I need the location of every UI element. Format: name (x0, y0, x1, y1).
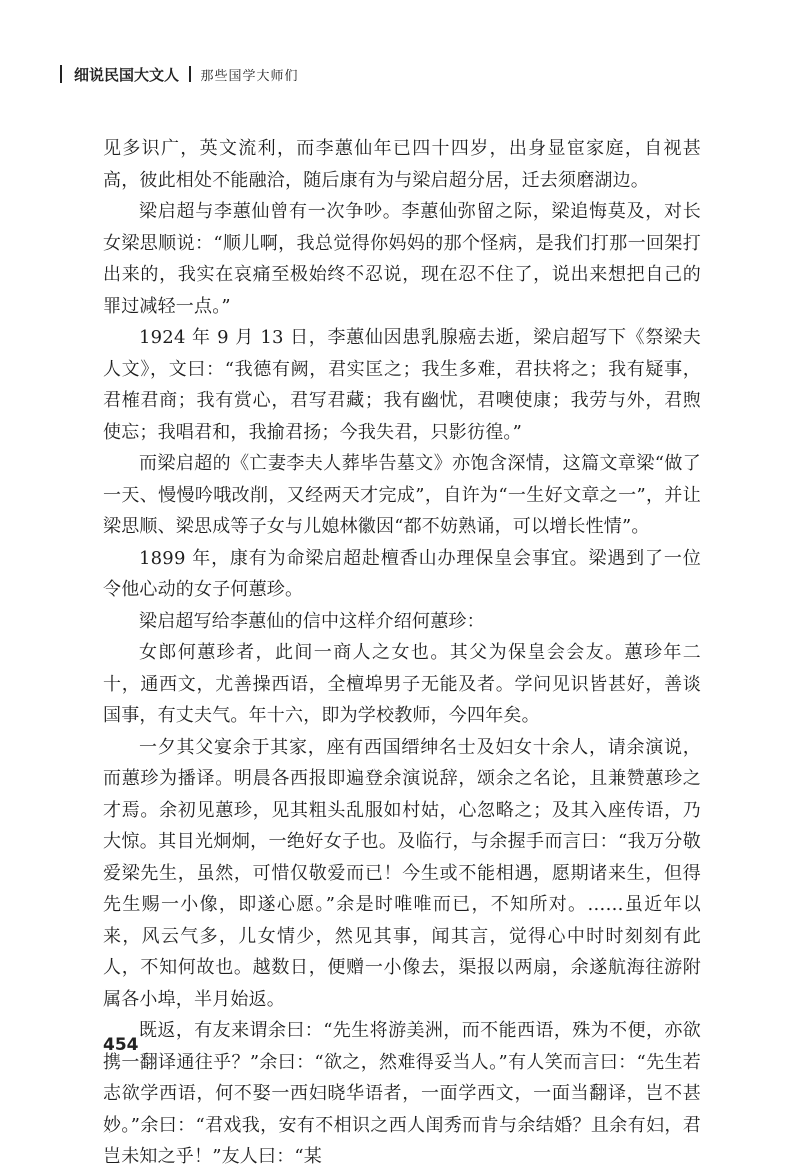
quoted-paragraph: 既返，有友来谓余曰：“先生将游美洲，而不能西语，殊为不便，亦欲携一翻译通往乎？”余曰：“欲之，然难得妥当人。”有人笑而言曰：“先生若志欲学西语，何不娶一西妇晓华语者，一面学西文，一面当翻译，岂不甚妙。”余曰：“君戏我，安有不相识之西人闺秀而肯与余结婚？且余有妇，君岂未知之乎！”友人曰：“某 (103, 1020, 701, 1167)
paragraph: 而梁启超的《亡妻李夫人葬毕告墓文》亦饱含深情，这篇文章梁“做了一天、慢慢吟哦改削，又经两天才完成”，自许为“一生好文章之一”，并让梁思顺、梁思成等子女与儿媳林徽因“都不妨熟诵，可以增长性情”。 (103, 453, 701, 537)
body-text (103, 133, 701, 1173)
page-number: 454 (103, 1035, 139, 1055)
running-header (60, 62, 299, 86)
paragraph: 梁启超与李蕙仙曾有一次争吵。李蕙仙弥留之际，梁追悔莫及，对长女梁思顺说：“顺儿啊，我总觉得你妈妈的那个怪病，是我们打那一回架打出来的，我实在哀痛至极始终不忍说，现在忍不住了，说出来想把自己的罪过减轻一点。” (103, 201, 701, 317)
header-rule (60, 65, 62, 83)
paragraph: 1924 年 9 月 13 日，李蕙仙因患乳腺癌去逝，梁启超写下《祭梁夫人文》，文曰：“我德有阙，君实匡之；我生多难，君扶将之；我有疑事，君榷君商；我有赏心，君写君藏；我有幽忧，君噢使康；我劳与外，君煦使忘；我唱君和，我揄君扬；今我失君，只影彷徨。” (103, 327, 701, 443)
section-title: 那些国学大师们 (200, 68, 299, 84)
header-separator (189, 66, 191, 82)
quoted-paragraph: 女郎何蕙珍者，此间一商人之女也。其父为保皇会会友。蕙珍年二十，通西文，尤善操西语，全檀埠男子无能及者。学问见识皆甚好，善谈国事，有丈夫气。年十六，即为学校教师，今四年矣。 (103, 642, 701, 726)
paragraph: 1899 年，康有为命梁启超赴檀香山办理保皇会事宜。梁遇到了一位令他心动的女子何蕙珍。 (103, 547, 701, 600)
book-title: 细说民国大文人 (74, 65, 180, 84)
paragraph: 见多识广，英文流利，而李蕙仙年已四十四岁，出身显宦家庭，自视甚高，彼此相处不能融洽，随后康有为与梁启超分居，迁去须磨湖边。 (103, 138, 701, 191)
quoted-paragraph: 一夕其父宴余于其家，座有西国缙绅名士及妇女十余人，请余演说，而蕙珍为播译。明晨各西报即遍登余演说辞，颂余之名论，且兼赞蕙珍之才焉。余初见蕙珍，见其粗头乱服如村姑，心忽略之；及其入座传语，乃大惊。其目光炯炯，一绝好女子也。及临行，与余握手而言曰：“我万分敬爱梁先生，虽然，可惜仅敬爱而已！今生或不能相遇，愿期诸来生，但得先生赐一小像，即遂心愿。”余是时唯唯而已，不知所对。……虽近年以来，风云气多，儿女情少，然见其事，闻其言，觉得心中时时刻刻有此人，不知何故也。越数日，便赠一小像去，渠报以两扇，余遂航海往游附属各小埠，半月始返。 (103, 736, 701, 1010)
paragraph: 梁启超写给李蕙仙的信中这样介绍何蕙珍： (139, 610, 485, 632)
